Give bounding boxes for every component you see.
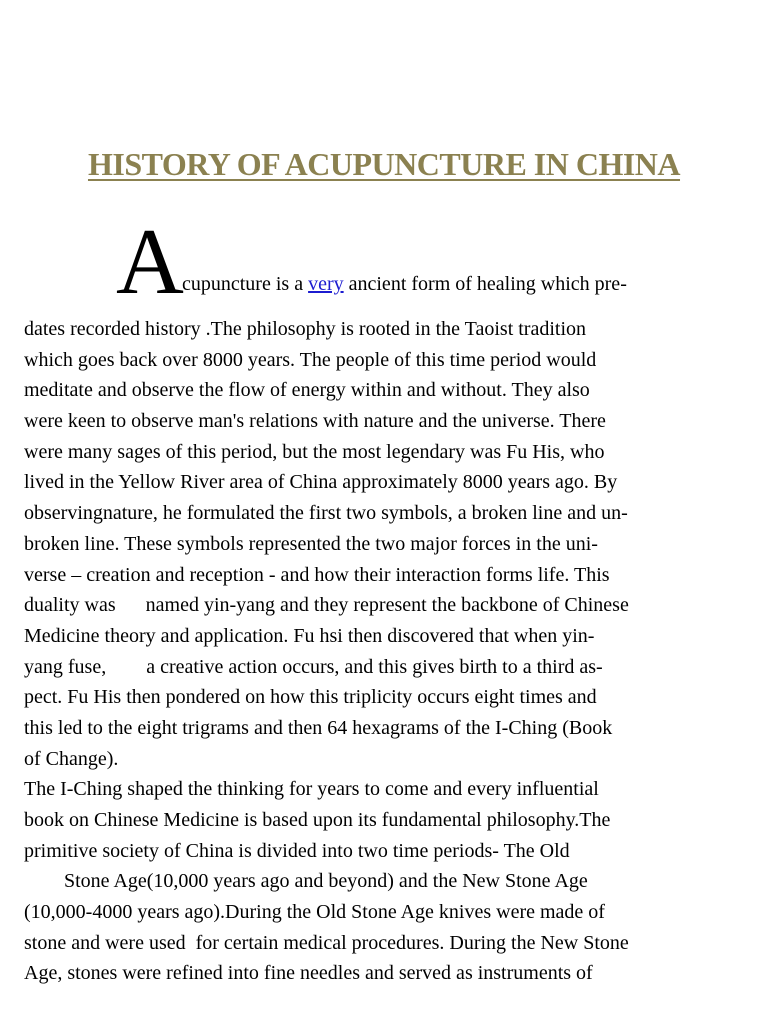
text-line: primitive society of China is divided into two time periods- The Old (24, 839, 570, 862)
text-line: meditate and observe the flow of energy within and without. They also (24, 379, 590, 402)
intro-first-line (182, 270, 627, 298)
text-line: Age, stones were refined into fine needles and served as instruments of (24, 962, 593, 985)
text-line: dates recorded history .The philosophy is rooted in the Taoist tradition (24, 318, 587, 340)
text-line: lived in the Yellow River area of China approximately 8000 years ago. By (24, 471, 618, 494)
very-link[interactable]: very (308, 273, 344, 295)
intro-text-after-link: ancient form of healing which pre- (343, 273, 627, 295)
intro-text-before-link: cupuncture is a (182, 273, 309, 295)
text-line: verse – creation and reception - and how their interaction forms life. This (24, 563, 610, 586)
text-line: observingnature, he formulated the first two symbols, a broken line and un- (24, 502, 628, 525)
text-line: stone and were used for certain medical procedures. During the New Stone (24, 931, 629, 954)
text-line: The I-Ching shaped the thinking for years to come and every influential (24, 778, 599, 801)
text-line: of Change). (24, 747, 119, 770)
text-line: duality was named yin-yang and they represent the backbone of Chinese (24, 594, 629, 617)
text-line: yang fuse, a creative action occurs, and this gives birth to a third as- (24, 655, 603, 678)
text-line: (10,000-4000 years ago).During the Old Stone Age knives were made of (24, 901, 605, 924)
page-title: HISTORY OF ACUPUNCTURE IN CHINA (87, 146, 681, 182)
text-line: broken line. These symbols represented the two major forces in the uni- (24, 532, 598, 555)
text-line: which goes back over 8000 years. The people of this time period would (24, 348, 597, 371)
text-line: pect. Fu His then pondered on how this triplicity occurs eight times and (24, 686, 597, 709)
text-line: were keen to observe man's relations with nature and the universe. There (24, 410, 606, 433)
text-line: were many sages of this period, but the most legendary was Fu His, who (24, 440, 605, 463)
body-text (24, 314, 744, 989)
text-line: this led to the eight trigrams and then 64 hexagrams of the I-Ching (Book (24, 716, 613, 739)
text-line: Stone Age(10,000 years ago and beyond) and the New Stone Age (24, 870, 588, 893)
text-line: Medicine theory and application. Fu hsi then discovered that when yin- (24, 624, 595, 647)
text-line: book on Chinese Medicine is based upon its fundamental philosophy.The (24, 809, 611, 831)
drop-cap: A (116, 210, 184, 314)
